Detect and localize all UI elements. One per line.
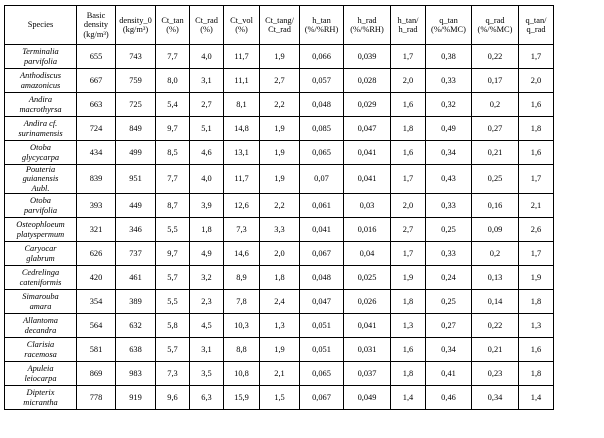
col-header-q-rad (472, 6, 519, 45)
species-name-line: Otoba (30, 143, 51, 153)
value-cell: 14,8 (224, 117, 260, 141)
species-cell (5, 194, 77, 218)
col-header-basic-density (77, 6, 116, 45)
value-cell: 13,1 (224, 141, 260, 165)
value-cell: 2,0 (391, 194, 426, 218)
value-cell: 5,5 (156, 290, 190, 314)
header-line: Ct_rad (268, 25, 291, 34)
value-cell: 0,051 (300, 338, 344, 362)
value-cell: 1,6 (391, 338, 426, 362)
value-cell: 7,7 (156, 165, 190, 194)
value-cell: 0,34 (472, 386, 519, 410)
value-cell: 6,3 (190, 386, 224, 410)
species-cell (5, 314, 77, 338)
value-cell: 2,7 (260, 69, 300, 93)
header-line: h_rad (398, 25, 418, 34)
col-header-h-ratio (391, 6, 426, 45)
value-cell: 1,3 (260, 314, 300, 338)
header-line: h_rad (357, 15, 377, 25)
value-cell: 0,16 (472, 194, 519, 218)
species-name-line: decandra (24, 325, 57, 335)
col-header-density-0 (116, 6, 156, 45)
value-cell: 1,9 (260, 117, 300, 141)
value-cell: 1,9 (260, 338, 300, 362)
value-cell: 0,25 (426, 218, 472, 242)
value-cell: 0,067 (300, 386, 344, 410)
value-cell: 10,8 (224, 362, 260, 386)
value-cell: 0,031 (344, 338, 391, 362)
value-cell: 0,025 (344, 266, 391, 290)
species-name-line: Allantoma (23, 316, 58, 326)
species-name-line: parvifolia (23, 205, 58, 215)
value-cell: 7,8 (224, 290, 260, 314)
value-cell: 1,8 (519, 290, 554, 314)
value-cell: 951 (116, 165, 156, 194)
value-cell: 0,33 (426, 69, 472, 93)
value-cell: 2,0 (519, 69, 554, 93)
table-row (5, 314, 554, 338)
value-cell: 724 (77, 117, 116, 141)
header-line: (%/%MC) (431, 25, 466, 34)
value-cell: 2,0 (260, 242, 300, 266)
value-cell: 0,041 (344, 314, 391, 338)
value-cell: 0,041 (344, 165, 391, 194)
value-cell: 0,22 (472, 314, 519, 338)
value-cell: 869 (77, 362, 116, 386)
header-line: (%) (200, 25, 213, 34)
value-cell: 0,49 (426, 117, 472, 141)
value-cell: 1,4 (391, 386, 426, 410)
value-cell: 0,07 (300, 165, 344, 194)
species-name-line: Aubl. (31, 183, 50, 193)
value-cell: 1,7 (391, 165, 426, 194)
species-name-line: amara (29, 301, 52, 311)
value-cell: 737 (116, 242, 156, 266)
value-cell: 3,2 (190, 266, 224, 290)
value-cell: 0,33 (426, 242, 472, 266)
value-cell: 0,085 (300, 117, 344, 141)
species-name-line: Anthodiscus (20, 71, 61, 81)
value-cell: 4,5 (190, 314, 224, 338)
value-cell: 0,27 (472, 117, 519, 141)
value-cell: 0,21 (472, 338, 519, 362)
species-name-line: Caryocar (24, 244, 57, 254)
value-cell: 1,9 (260, 45, 300, 69)
table-body (5, 45, 554, 410)
value-cell: 0,17 (472, 69, 519, 93)
species-name-line: platyspermum (16, 229, 65, 239)
value-cell: 2,1 (519, 194, 554, 218)
value-cell: 0,34 (426, 338, 472, 362)
table-row (5, 45, 554, 69)
header-line: (%/%RH) (350, 25, 384, 34)
value-cell: 0,067 (300, 242, 344, 266)
value-cell: 346 (116, 218, 156, 242)
value-cell: 2,0 (391, 69, 426, 93)
value-cell: 1,5 (260, 386, 300, 410)
value-cell: 10,3 (224, 314, 260, 338)
value-cell: 1,8 (519, 117, 554, 141)
value-cell: 8,1 (224, 93, 260, 117)
value-cell: 0,028 (344, 69, 391, 93)
value-cell: 0,04 (344, 242, 391, 266)
species-name-line: Terminalia (22, 47, 59, 57)
value-cell: 581 (77, 338, 116, 362)
value-cell: 0,051 (300, 314, 344, 338)
species-cell (5, 117, 77, 141)
value-cell: 0,037 (344, 362, 391, 386)
species-name-line: glycycarpa (21, 152, 60, 162)
header-line: (kg/m³) (122, 25, 149, 34)
value-cell: 2,7 (391, 218, 426, 242)
value-cell: 1,8 (391, 362, 426, 386)
value-cell: 0,03 (344, 194, 391, 218)
col-header-species (5, 6, 77, 45)
value-cell: 7,3 (156, 362, 190, 386)
value-cell: 4,9 (190, 242, 224, 266)
value-cell: 1,8 (190, 218, 224, 242)
value-cell: 12,6 (224, 194, 260, 218)
value-cell: 11,7 (224, 45, 260, 69)
value-cell: 1,4 (519, 386, 554, 410)
species-name-line: Cedrelinga (21, 268, 60, 278)
table-row (5, 290, 554, 314)
value-cell: 0,25 (472, 165, 519, 194)
header-line: density (83, 20, 109, 30)
value-cell: 1,7 (519, 45, 554, 69)
value-cell: 449 (116, 194, 156, 218)
header-line: Basic (86, 10, 106, 20)
value-cell: 638 (116, 338, 156, 362)
value-cell: 1,6 (391, 141, 426, 165)
value-cell: 919 (116, 386, 156, 410)
value-cell: 0,14 (472, 290, 519, 314)
value-cell: 2,4 (260, 290, 300, 314)
value-cell: 0,049 (344, 386, 391, 410)
header-line: (%/%RH) (304, 25, 339, 34)
value-cell: 0,24 (426, 266, 472, 290)
species-name-line: Apuleia (27, 364, 54, 374)
value-cell: 7,7 (156, 45, 190, 69)
species-cell (5, 290, 77, 314)
value-cell: 743 (116, 45, 156, 69)
value-cell: 9,6 (156, 386, 190, 410)
value-cell: 778 (77, 386, 116, 410)
species-name-line: Pouteria (25, 165, 56, 174)
value-cell: 725 (116, 93, 156, 117)
col-header-h-rad (344, 6, 391, 45)
value-cell: 3,1 (190, 338, 224, 362)
species-name-line: Otoba (30, 196, 51, 206)
value-cell: 0,43 (426, 165, 472, 194)
value-cell: 461 (116, 266, 156, 290)
table-row (5, 386, 554, 410)
value-cell: 0,026 (344, 290, 391, 314)
wood-properties-table (4, 5, 554, 410)
species-cell (5, 242, 77, 266)
value-cell: 3,5 (190, 362, 224, 386)
value-cell: 1,8 (391, 117, 426, 141)
value-cell: 11,7 (224, 165, 260, 194)
value-cell: 0,048 (300, 266, 344, 290)
value-cell: 15,9 (224, 386, 260, 410)
species-cell (5, 338, 77, 362)
value-cell: 1,9 (519, 266, 554, 290)
table-row (5, 218, 554, 242)
species-cell (5, 45, 77, 69)
species-name-line: racemosa (24, 349, 57, 359)
species-name-line: macrothyrsa (19, 104, 62, 114)
value-cell: 321 (77, 218, 116, 242)
col-header-ct-tan (156, 6, 190, 45)
header-line: h_tan (312, 15, 331, 25)
species-name-line: micrantha (23, 397, 58, 407)
value-cell: 0,09 (472, 218, 519, 242)
species-name-line: guianensis (22, 174, 59, 184)
value-cell: 5,8 (156, 314, 190, 338)
value-cell: 0,25 (426, 290, 472, 314)
value-cell: 1,9 (260, 165, 300, 194)
value-cell: 983 (116, 362, 156, 386)
value-cell: 354 (77, 290, 116, 314)
col-header-q-tan (426, 6, 472, 45)
species-name-line: surinamensis (18, 128, 63, 138)
value-cell: 0,041 (344, 141, 391, 165)
value-cell: 2,3 (190, 290, 224, 314)
table-row (5, 194, 554, 218)
value-cell: 0,33 (426, 194, 472, 218)
value-cell: 632 (116, 314, 156, 338)
species-cell (5, 386, 77, 410)
value-cell: 1,9 (260, 141, 300, 165)
value-cell: 11,1 (224, 69, 260, 93)
header-line: q_rad (526, 25, 546, 34)
value-cell: 1,8 (519, 362, 554, 386)
value-cell: 0,41 (426, 362, 472, 386)
col-header-ct-vol (224, 6, 260, 45)
table-row (5, 69, 554, 93)
value-cell: 1,6 (519, 93, 554, 117)
value-cell: 0,27 (426, 314, 472, 338)
species-name-line: parvifolia (23, 56, 58, 66)
species-cell (5, 266, 77, 290)
table-row (5, 362, 554, 386)
value-cell: 1,7 (519, 242, 554, 266)
header-line: density_0 (119, 15, 152, 25)
value-cell: 3,9 (190, 194, 224, 218)
value-cell: 655 (77, 45, 116, 69)
header-line: q_rad (485, 15, 505, 25)
value-cell: 0,46 (426, 386, 472, 410)
species-name-line: Clarisia (26, 340, 55, 350)
table-row (5, 266, 554, 290)
value-cell: 14,6 (224, 242, 260, 266)
species-name-line: glabrum (26, 253, 55, 263)
col-header-q-ratio (519, 6, 554, 45)
species-name-line: Simarouba (22, 292, 59, 302)
species-cell (5, 69, 77, 93)
value-cell: 8,0 (156, 69, 190, 93)
value-cell: 393 (77, 194, 116, 218)
header-line: (%) (166, 25, 179, 34)
value-cell: 1,6 (391, 93, 426, 117)
value-cell: 0,2 (472, 93, 519, 117)
table-row (5, 242, 554, 266)
species-cell (5, 141, 77, 165)
value-cell: 4,6 (190, 141, 224, 165)
value-cell: 1,8 (391, 290, 426, 314)
value-cell: 0,048 (300, 93, 344, 117)
value-cell: 0,2 (472, 242, 519, 266)
value-cell: 663 (77, 93, 116, 117)
value-cell: 564 (77, 314, 116, 338)
header-line: (%) (235, 25, 248, 34)
value-cell: 1,9 (391, 266, 426, 290)
species-cell (5, 218, 77, 242)
value-cell: 2,1 (260, 362, 300, 386)
value-cell: 5,5 (156, 218, 190, 242)
header-line: Ct_tan (161, 15, 184, 25)
value-cell: 5,4 (156, 93, 190, 117)
table-row (5, 93, 554, 117)
header-row (5, 6, 554, 45)
value-cell: 839 (77, 165, 116, 194)
value-cell: 0,066 (300, 45, 344, 69)
value-cell: 5,7 (156, 266, 190, 290)
header-line: h_tan/ (397, 15, 419, 25)
header-line: q_tan/ (525, 15, 547, 25)
value-cell: 0,057 (300, 69, 344, 93)
species-name-line: leiocarpa (24, 373, 57, 383)
table-row (5, 141, 554, 165)
value-cell: 0,047 (344, 117, 391, 141)
value-cell: 0,065 (300, 141, 344, 165)
value-cell: 9,7 (156, 242, 190, 266)
value-cell: 0,13 (472, 266, 519, 290)
value-cell: 0,047 (300, 290, 344, 314)
value-cell: 8,9 (224, 266, 260, 290)
value-cell: 1,6 (519, 141, 554, 165)
value-cell: 1,3 (391, 314, 426, 338)
value-cell: 499 (116, 141, 156, 165)
value-cell: 626 (77, 242, 116, 266)
value-cell: 1,7 (391, 242, 426, 266)
value-cell: 0,21 (472, 141, 519, 165)
value-cell: 0,34 (426, 141, 472, 165)
header-line: Ct_rad (195, 15, 218, 25)
value-cell: 9,7 (156, 117, 190, 141)
value-cell: 3,1 (190, 69, 224, 93)
value-cell: 0,039 (344, 45, 391, 69)
value-cell: 0,22 (472, 45, 519, 69)
value-cell: 1,6 (519, 338, 554, 362)
data-table-container (4, 5, 554, 410)
value-cell: 0,041 (300, 218, 344, 242)
species-name-line: Dipterix (26, 388, 55, 398)
col-header-ct-ratio (260, 6, 300, 45)
value-cell: 4,0 (190, 165, 224, 194)
value-cell: 2,2 (260, 93, 300, 117)
species-name-line: cateniformis (19, 277, 62, 287)
value-cell: 2,6 (519, 218, 554, 242)
table-row (5, 338, 554, 362)
value-cell: 0,061 (300, 194, 344, 218)
value-cell: 849 (116, 117, 156, 141)
value-cell: 8,5 (156, 141, 190, 165)
header-line: Ct_vol (230, 15, 253, 25)
value-cell: 0,38 (426, 45, 472, 69)
value-cell: 7,3 (224, 218, 260, 242)
header-line: Species (27, 20, 54, 30)
species-name-line: Andira (28, 95, 53, 105)
species-cell (5, 93, 77, 117)
col-header-ct-rad (190, 6, 224, 45)
value-cell: 3,3 (260, 218, 300, 242)
value-cell: 4,0 (190, 45, 224, 69)
value-cell: 1,7 (391, 45, 426, 69)
value-cell: 0,016 (344, 218, 391, 242)
value-cell: 2,7 (190, 93, 224, 117)
value-cell: 0,32 (426, 93, 472, 117)
value-cell: 5,1 (190, 117, 224, 141)
species-name-line: Andira cf. (23, 119, 58, 129)
table-row (5, 165, 554, 194)
value-cell: 667 (77, 69, 116, 93)
value-cell: 1,7 (519, 165, 554, 194)
value-cell: 8,8 (224, 338, 260, 362)
species-cell (5, 165, 77, 194)
header-line: (%/%MC) (477, 25, 513, 34)
value-cell: 434 (77, 141, 116, 165)
value-cell: 389 (116, 290, 156, 314)
species-cell (5, 362, 77, 386)
value-cell: 420 (77, 266, 116, 290)
value-cell: 1,3 (519, 314, 554, 338)
value-cell: 0,065 (300, 362, 344, 386)
value-cell: 0,029 (344, 93, 391, 117)
header-line: Ct_tang/ (265, 15, 294, 25)
value-cell: 0,23 (472, 362, 519, 386)
col-header-h-tan (300, 6, 344, 45)
value-cell: 8,7 (156, 194, 190, 218)
species-name-line: Osteophloeum (16, 220, 65, 230)
value-cell: 5,7 (156, 338, 190, 362)
header-line: q_tan (439, 15, 458, 25)
value-cell: 2,2 (260, 194, 300, 218)
value-cell: 759 (116, 69, 156, 93)
species-name-line: amazonicus (20, 80, 61, 90)
table-row (5, 117, 554, 141)
header-line: (kg/m³) (83, 29, 109, 39)
value-cell: 1,8 (260, 266, 300, 290)
